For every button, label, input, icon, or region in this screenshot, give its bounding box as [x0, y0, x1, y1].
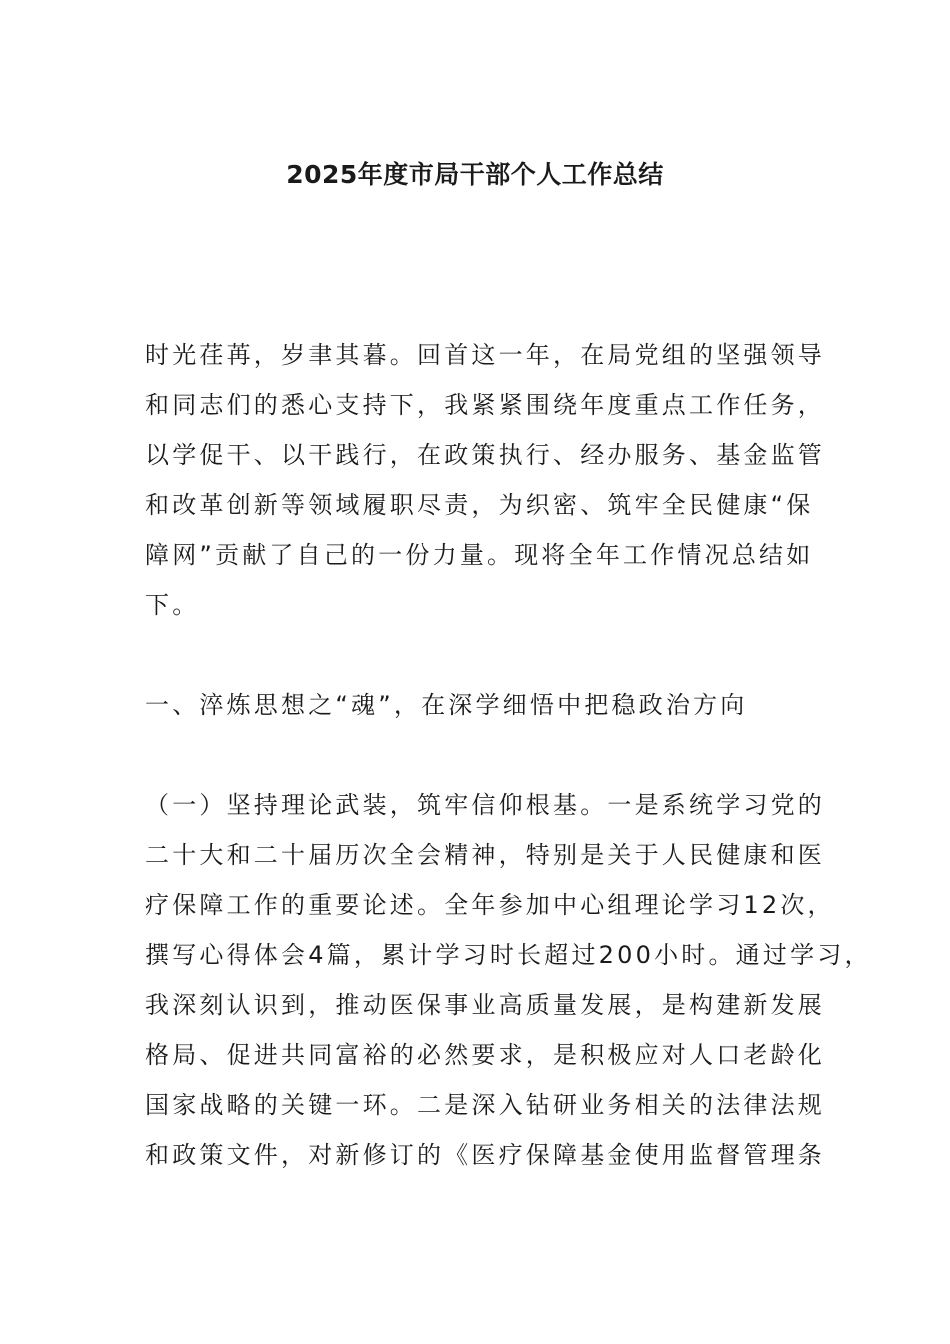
intro-line: 障网”贡献了自己的一份力量。现将全年工作情况总结如 [145, 541, 814, 569]
intro-line: 和同志们的悉心支持下，我紧紧围绕年度重点工作任务， [145, 391, 825, 419]
section-line: 我深刻认识到，推动医保事业高质量发展，是构建新发展 [145, 991, 825, 1019]
document-title: 2025年度市局干部个人工作总结 [286, 160, 664, 189]
intro-line: 时光荏苒，岁聿其暮。回首这一年，在局党组的坚强领导 [145, 341, 825, 369]
section-line: 格局、促进共同富裕的必然要求，是积极应对人口老龄化 [145, 1041, 825, 1069]
section-heading-text: 一、淬炼思想之“魂”，在深学细悟中把稳政治方向 [145, 691, 748, 719]
intro-line: 以学促干、以干践行，在政策执行、经办服务、基金监管 [145, 441, 825, 469]
intro-line: 和改革创新等领域履职尽责，为织密、筑牢全民健康“保 [145, 491, 814, 519]
section-line: 和政策文件，对新修订的《医疗保障基金使用监督管理条 [145, 1141, 825, 1169]
section-line: 国家战略的关键一环。二是深入钻研业务相关的法律法规 [145, 1091, 825, 1119]
section-line: 疗保障工作的重要论述。全年参加中心组理论学习12次， [145, 891, 835, 919]
section-line: 撰写心得体会4篇，累计学习时长超过200小时。通过学习， [145, 941, 872, 969]
section-line: （一）坚持理论武装，筑牢信仰根基。一是系统学习党的 [145, 791, 825, 819]
section-paragraph [145, 780, 872, 1180]
intro-paragraph [145, 330, 825, 630]
intro-line: 下。 [145, 591, 200, 619]
section-heading [145, 680, 805, 730]
section-line: 二十大和二十届历次全会精神，特别是关于人民健康和医 [145, 841, 825, 869]
